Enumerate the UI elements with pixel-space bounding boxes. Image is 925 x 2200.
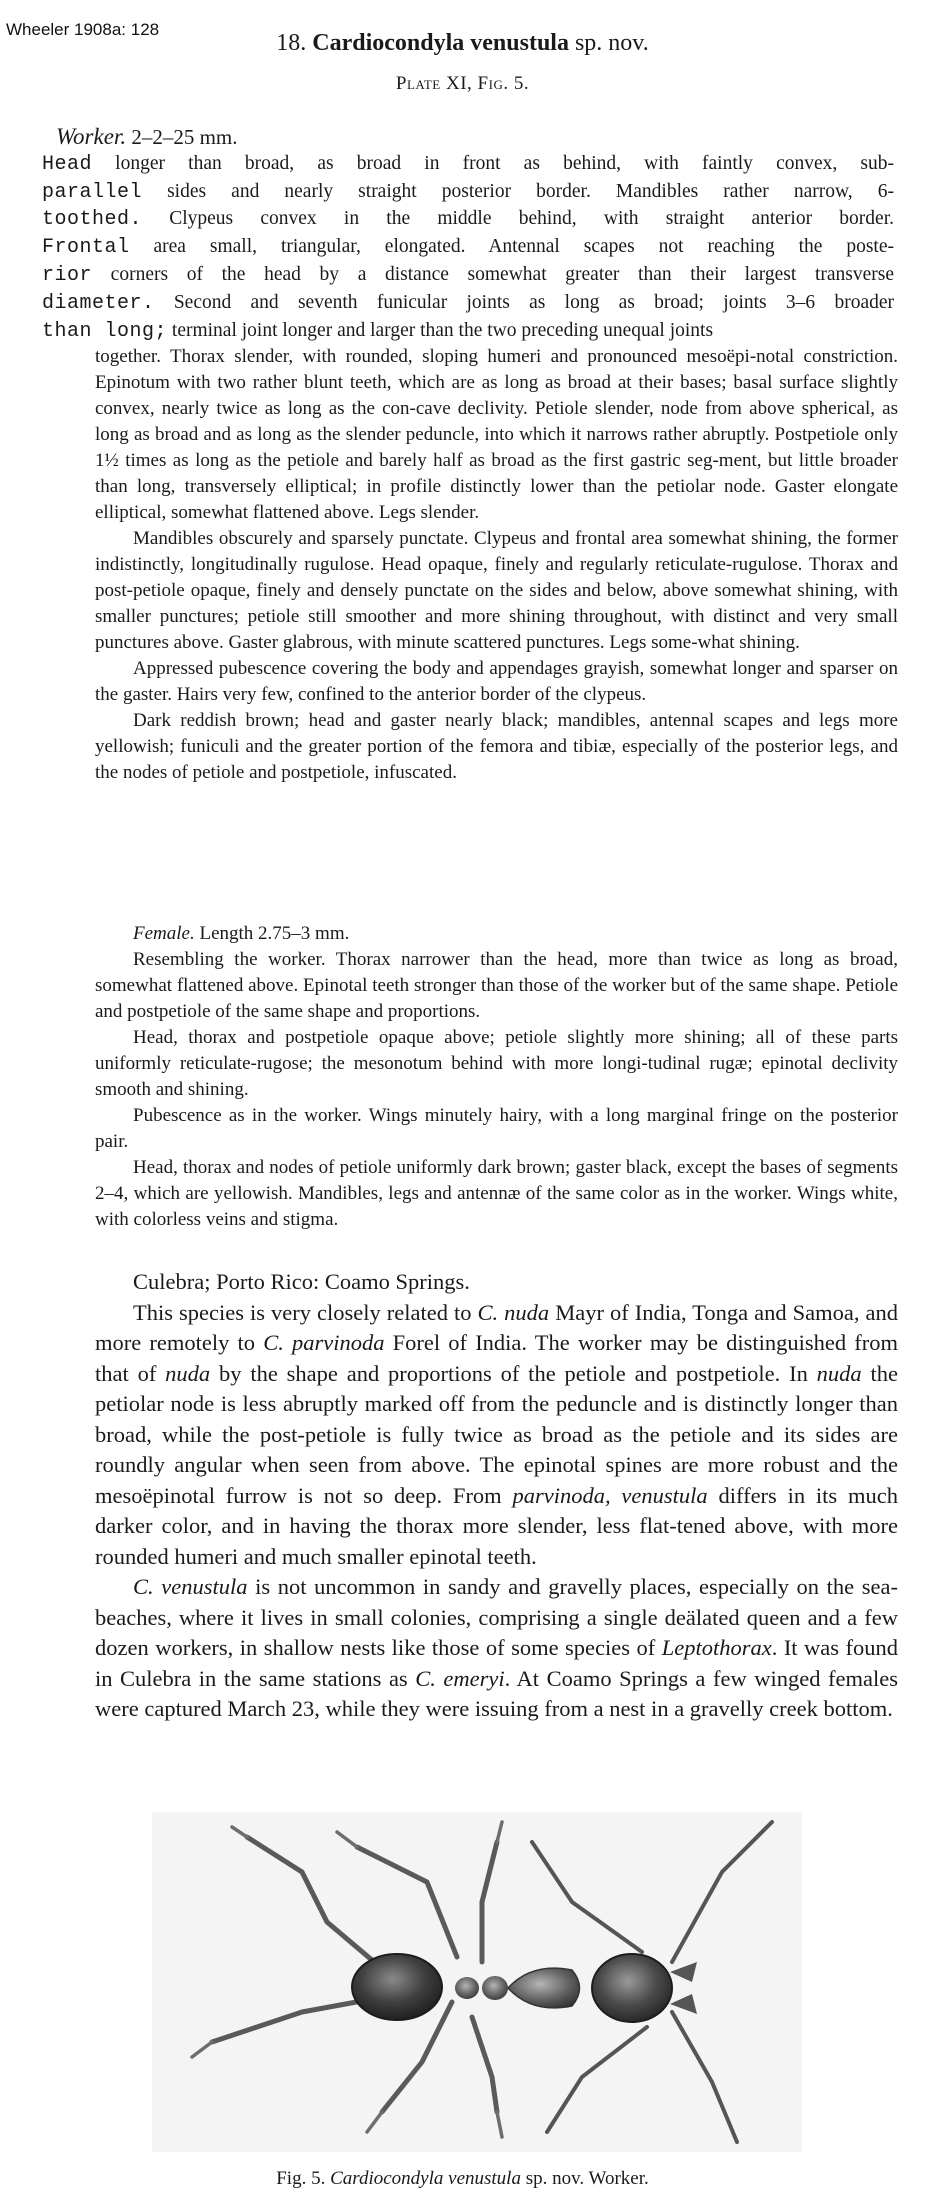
text-line: diameter. Second and seventh funicular joints as long as broad; joints 3–6 broader <box>42 291 894 315</box>
species-number: 18. <box>276 30 307 56</box>
paragraph: together. Thorax slender, with rounded, sloping humeri and pronounced mesoëpi-notal constriction. Epinotum with two rather blunt teeth, which are as long as broad at their bases; basal surface slightly convex, nearly twice as long as the con-cave declivity. Petiole slender, node from above spherical, as long as broad and as long as the slender peduncle, into which it narrows rather abruptly. Postpetiole only 1½ times as long as the petiole and barely half as broad as the first gastric seg-ment, but little broader than long, transversely elliptical; in profile distinctly lower than the petiolar node. Gaster elongate elliptical, somewhat flattened above. Legs slender. <box>95 346 898 523</box>
source-label: Wheeler 1908a: 128 <box>6 20 160 39</box>
species-title <box>0 30 925 57</box>
female-label: Female. <box>133 923 195 944</box>
text-line: Frontal area small, triangular, elongated. Antennal scapes not reaching the poste- <box>42 236 894 260</box>
figure-caste: Worker. <box>588 2168 649 2189</box>
worker-size: 2–2–25 mm. <box>131 125 238 149</box>
paragraph: Head, thorax and nodes of petiole uniformly dark brown; gaster black, except the bases of segments 2–4, which are yellowish. Mandibles, legs and antennæ of the same color as in the worker. Wings white, with colorless veins and stigma. <box>95 1157 898 1230</box>
text-line: toothed. Clypeus convex in the middle behind, with straight anterior border. <box>42 208 894 232</box>
female-heading <box>95 921 898 947</box>
text-line: rior corners of the head by a distance somewhat greater than their largest transverse <box>42 263 894 287</box>
figure-status: sp. nov. <box>525 2168 585 2189</box>
worker-description-start <box>42 124 894 345</box>
figure-label: Fig. 5. <box>276 2168 326 2189</box>
female-size: Length 2.75–3 mm. <box>199 923 350 944</box>
paragraph: Pubescence as in the worker. Wings minutely hairy, with a long marginal fringe on the posterior pair. <box>95 1105 898 1152</box>
paragraph: This species is very closely related to C. nuda Mayr of India, Tonga and Samoa, and more remotely to C. parvinoda Forel of India. The worker may be distinguished from that of nuda by the shape and proportions of the petiole and postpetiole. In nuda the petiolar node is less abruptly marked off from the peduncle and is distinctly longer than broad, while the post-petiole is fully twice as broad as the petiole and its sides are roundly angular when seen from above. The epinotal spines are more robust and the mesoëpinotal furrow is not so deep. From parvinoda, venustula differs in its much darker color, and in having the thorax more slender, less flat-tened above, with more rounded humeri and much smaller epinotal teeth. <box>95 1299 899 1569</box>
text-line: than long; terminal joint longer and larger than the two preceding unequal joints <box>42 319 714 343</box>
paragraph: C. venustula is not uncommon in sandy and gravelly places, especially on the sea-beaches, where it lives in small colonies, comprising a single deälated queen and a few dozen workers, in shallow nests like those of some species of Leptothorax. It was found in Culebra in the same stations as C. emeryi. At Coamo Springs a few winged females were captured March 23, while they were issuing from a nest in a gravelly creek bottom. <box>95 1574 898 1721</box>
figure-caption <box>0 2168 925 2190</box>
plate-reference: Plate XI, Fig. 5. <box>395 73 530 94</box>
remarks-section <box>95 1267 898 1725</box>
worker-ant-drawing <box>152 1812 802 2152</box>
worker-label: Worker. <box>56 124 127 149</box>
ant-illustration <box>152 1812 802 2152</box>
paragraph: Resembling the worker. Thorax narrower than the head, more than twice as long as broad, somewhat flattened above. Epinotal teeth stronger than those of the worker but of the same shape. Petiole and postpetiole of the same shape and proportions. <box>95 949 898 1022</box>
paragraph: Head, thorax and postpetiole opaque above; petiole slightly more shining; all of these parts uniformly reticulate-rugose; the mesonotum behind with more longi-tudinal rugæ; epinotal declivity smooth and shining. <box>95 1027 898 1100</box>
paragraph: Appressed pubescence covering the body and appendages grayish, somewhat longer and sparser on the gaster. Hairs very few, confined to the anterior border of the clypeus. <box>95 658 898 705</box>
text-line: parallel sides and nearly straight posterior border. Mandibles rather narrow, 6- <box>42 180 894 204</box>
paragraph: Mandibles obscurely and sparsely punctate. Clypeus and frontal area somewhat shining, the former indistinctly, longitudinally rugulose. Head opaque, finely and regularly reticulate-rugulose. Thorax and post-petiole opaque, finely and densely punctate on the sides and below, above somewhat shining, with smaller punctures; petiole still smoother and more shining throughout, with distinct and very small punctures above. Gaster glabrous, with minute scattered punctures. Legs some-what shining. <box>95 528 898 653</box>
worker-description <box>95 344 898 786</box>
female-description <box>95 921 898 1233</box>
paragraph: Dark reddish brown; head and gaster nearly black; mandibles, antennal scapes and legs more yellowish; funiculi and the greater portion of the femora and tibiæ, especially of the posterior legs, and the nodes of petiole and postpetiole, infuscated. <box>95 710 898 783</box>
worker-heading <box>56 124 894 151</box>
species-name: Cardiocondyla venustula <box>312 30 569 56</box>
species-status: sp. nov. <box>574 30 649 56</box>
locality: Culebra; Porto Rico: Coamo Springs. <box>133 1269 470 1294</box>
figure-species: Cardiocondyla venustula <box>330 2168 521 2189</box>
text-line: Head longer than broad, as broad in front as behind, with faintly convex, sub- <box>42 152 894 176</box>
